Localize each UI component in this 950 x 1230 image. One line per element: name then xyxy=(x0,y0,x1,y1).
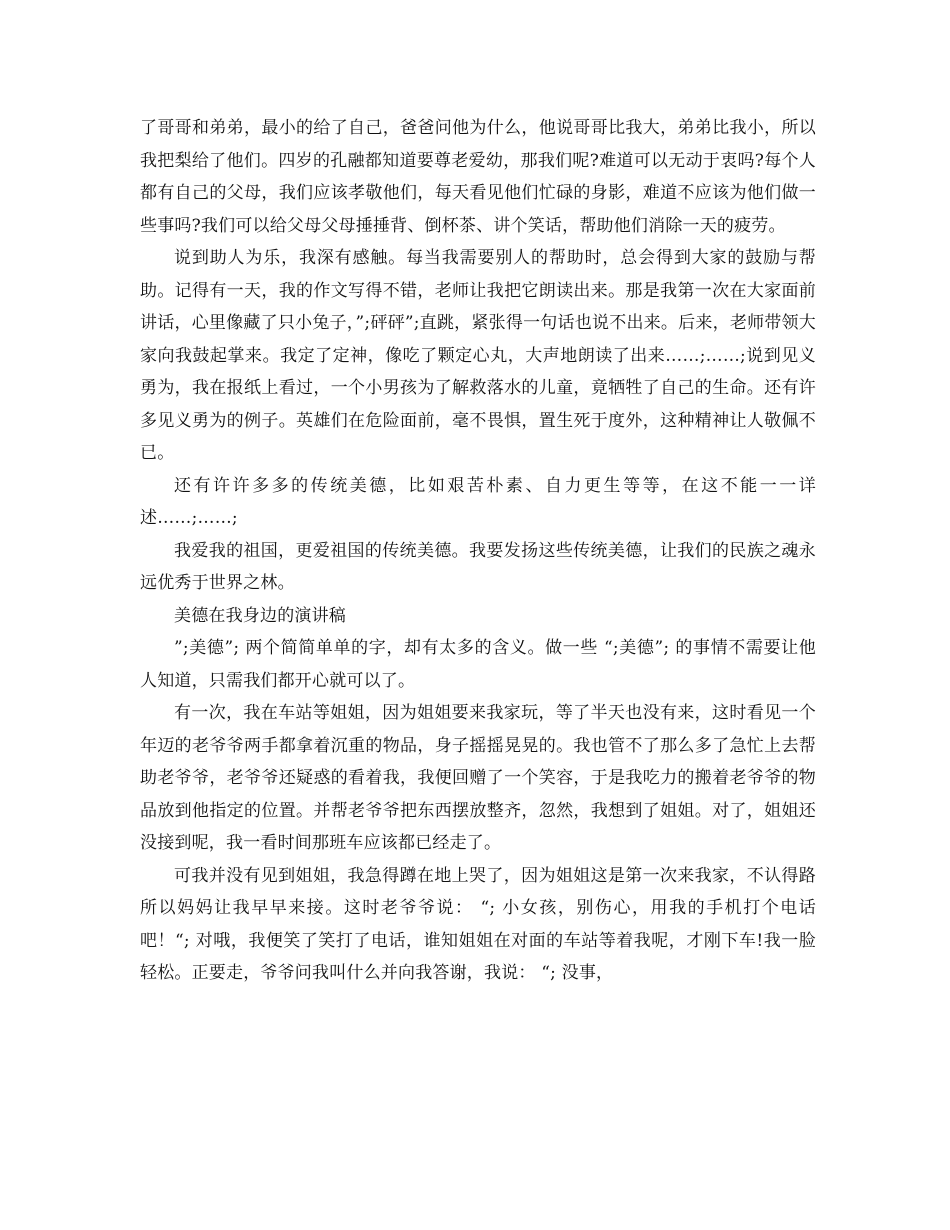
paragraph-phone-call: 可我并没有见到姐姐，我急得蹲在地上哭了，因为姐姐这是第一次来我家，不认得路所以妈妈让我早早来接。这时老爷爷说： “; 小女孩，别伤心，用我的手机打个电话吧！“; 对哦，我便笑了笑打了电话，谁知姐姐在对面的车站等着我呢，才刚下车!我一脸轻松。正要走，爷爷问我叫什么并向我答谢，我说： “; 没事， xyxy=(140,865,816,983)
paragraph-love-motherland: 我爱我的祖国，更爱祖国的传统美德。我要发扬这些传统美德，让我们的民族之魂永远优秀于世界之林。 xyxy=(140,540,816,593)
paragraph-traditional-virtues: 还有许许多多的传统美德，比如艰苦朴素、自力更生等等，在这不能一一详述……;……; xyxy=(140,475,816,528)
paragraph-helping-others: 说到助人为乐，我深有感触。每当我需要别人的帮助时，总会得到大家的鼓励与帮助。记得有一天，我的作文写得不错，老师让我把它朗读出来。那是我第一次在大家面前讲话，心里像藏了只小兔子，”;砰砰”;直跳，紧张得一句话也说不出来。后来，老师带领大家向我鼓起掌来。我定了定神，像吃了颗定心丸，大声地朗读了出来……;……;说到见义勇为，我在报纸上看过，一个小男孩为了解救落水的儿童，竟牺牲了自己的生命。还有许多见义勇为的例子。英雄们在危险面前，毫不畏惧，置生死于度外，这种精神让人敬佩不已。 xyxy=(140,248,816,463)
section-heading: 美德在我身边的演讲稿 xyxy=(174,605,346,626)
paragraph-station-story: 有一次，我在车站等姐姐，因为姐姐要来我家玩，等了半天也没有来，这时看见一个年迈的老爷爷两手都拿着沉重的物品，身子摇摇晃晃的。我也管不了那么多了急忙上去帮助老爷爷，老爷爷还疑惑的看着我，我便回赠了一个笑容，于是我吃力的搬着老爷爷的物品放到他指定的位置。并帮老爷爷把东西摆放整齐，忽然，我想到了姐姐。对了，姐姐还没接到呢，我一看时间那班车应该都已经走了。 xyxy=(140,703,816,853)
document-body xyxy=(140,112,816,990)
paragraph-continuation: 了哥哥和弟弟，最小的给了自己，爸爸问他为什么，他说哥哥比我大，弟弟比我小，所以我把梨给了他们。四岁的孔融都知道要尊老爱幼，那我们呢?难道可以无动于衷吗?每个人都有自己的父母，我们应该孝敬他们，每天看见他们忙碌的身影，难道不应该为他们做一些事吗?我们可以给父母父母捶捶背、倒杯茶、讲个笑话，帮助他们消除一天的疲劳。 xyxy=(140,118,816,236)
paragraph-virtue-meaning: ”;美德”; 两个简简单单的字，却有太多的含义。做一些 “;美德”; 的事情不需要让他人知道，只需我们都开心就可以了。 xyxy=(140,638,816,691)
